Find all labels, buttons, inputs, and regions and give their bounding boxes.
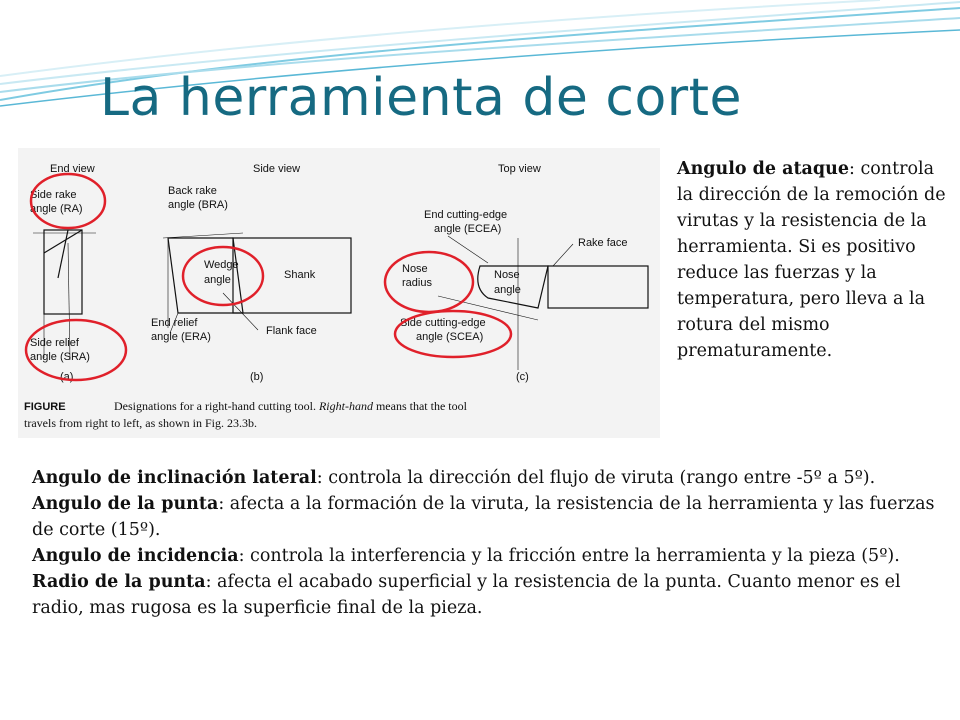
side-relief-label-1: Side relief xyxy=(30,337,79,349)
end-relief-label-2: angle (ERA) xyxy=(151,331,211,343)
top-view-heading: Top view xyxy=(498,163,541,175)
side-view-heading: Side view xyxy=(253,163,301,175)
nose-radius-label-2: radius xyxy=(402,277,432,289)
shank-label: Shank xyxy=(284,269,316,281)
figure-caption-line1: Designations for a right-hand cutting tool. Right-hand means that the tool xyxy=(114,399,467,413)
back-rake-label-2: angle (BRA) xyxy=(168,199,228,211)
definition-item xyxy=(32,543,937,569)
definition-item xyxy=(32,569,937,621)
side-rake-label-1: Side rake xyxy=(30,189,77,201)
back-rake-label-1: Back rake xyxy=(168,185,217,197)
wedge-angle-label-1: Wedge xyxy=(204,259,239,271)
definition-text: : controla la dirección del flujo de viruta (rango entre -5º a 5º). xyxy=(316,468,876,488)
definition-term: Angulo de la punta xyxy=(32,494,219,514)
ecea-label-2: angle (ECEA) xyxy=(434,223,502,235)
flank-face-label: Flank face xyxy=(266,325,317,337)
nose-angle-label-2: angle xyxy=(494,284,521,296)
end-relief-label-1: End relief xyxy=(151,317,198,329)
scea-label-2: angle (SCEA) xyxy=(416,331,484,343)
definition-item xyxy=(32,465,937,491)
slide-title: La herramienta de corte xyxy=(100,68,743,128)
side-note-term: Angulo de ataque xyxy=(677,159,849,179)
side-rake-label-2: angle (RA) xyxy=(30,203,83,215)
top-view-drawing xyxy=(438,236,648,370)
scea-label-1: Side cutting-edge xyxy=(400,317,486,329)
side-relief-label-2: angle (SRA) xyxy=(30,351,90,363)
rake-face-label: Rake face xyxy=(578,237,628,249)
definition-item xyxy=(32,491,937,543)
wedge-angle-label-2: angle xyxy=(204,274,231,286)
ecea-label-1: End cutting-edge xyxy=(424,209,508,221)
highlight-circle-side-relief xyxy=(26,320,126,380)
side-note-angulo-ataque xyxy=(677,156,947,364)
nose-radius-label-1: Nose xyxy=(402,263,428,275)
end-view-heading: End view xyxy=(50,163,95,175)
definition-term: Angulo de incidencia xyxy=(32,546,239,566)
definition-term: Angulo de inclinación lateral xyxy=(32,468,317,488)
subfigure-c-label: (c) xyxy=(516,371,529,383)
definition-text: : controla la interferencia y la fricción entre la herramienta y la pieza (5º). xyxy=(238,546,900,566)
nose-angle-label-1: Nose xyxy=(494,269,520,281)
highlight-circle-side-rake xyxy=(31,174,105,228)
figure-caption-label: FIGURE xyxy=(24,401,66,413)
side-note-text: : controla la dirección de la remoción de virutas y la resistencia de la herramienta. Si es positivo reduce las fuerzas y la temperatura, pero lleva a la rotura del mismo prematuramente. xyxy=(677,159,946,361)
figure-caption-line2: travels from right to left, as shown in Fig. 23.3b. xyxy=(24,416,257,430)
definition-text: : afecta a la formación de la viruta, la resistencia de la herramienta y las fuerzas de corte (15º). xyxy=(32,494,935,540)
definition-term: Radio de la punta xyxy=(32,572,206,592)
cutting-tool-figure xyxy=(18,148,660,438)
subfigure-a-label: (a) xyxy=(60,371,74,383)
definition-text: : afecta el acabado superficial y la resistencia de la punta. Cuanto menor es el radio, mas rugosa es la superficie final de la pieza. xyxy=(32,572,901,618)
definitions-list xyxy=(32,465,937,621)
subfigure-b-label: (b) xyxy=(250,371,264,383)
